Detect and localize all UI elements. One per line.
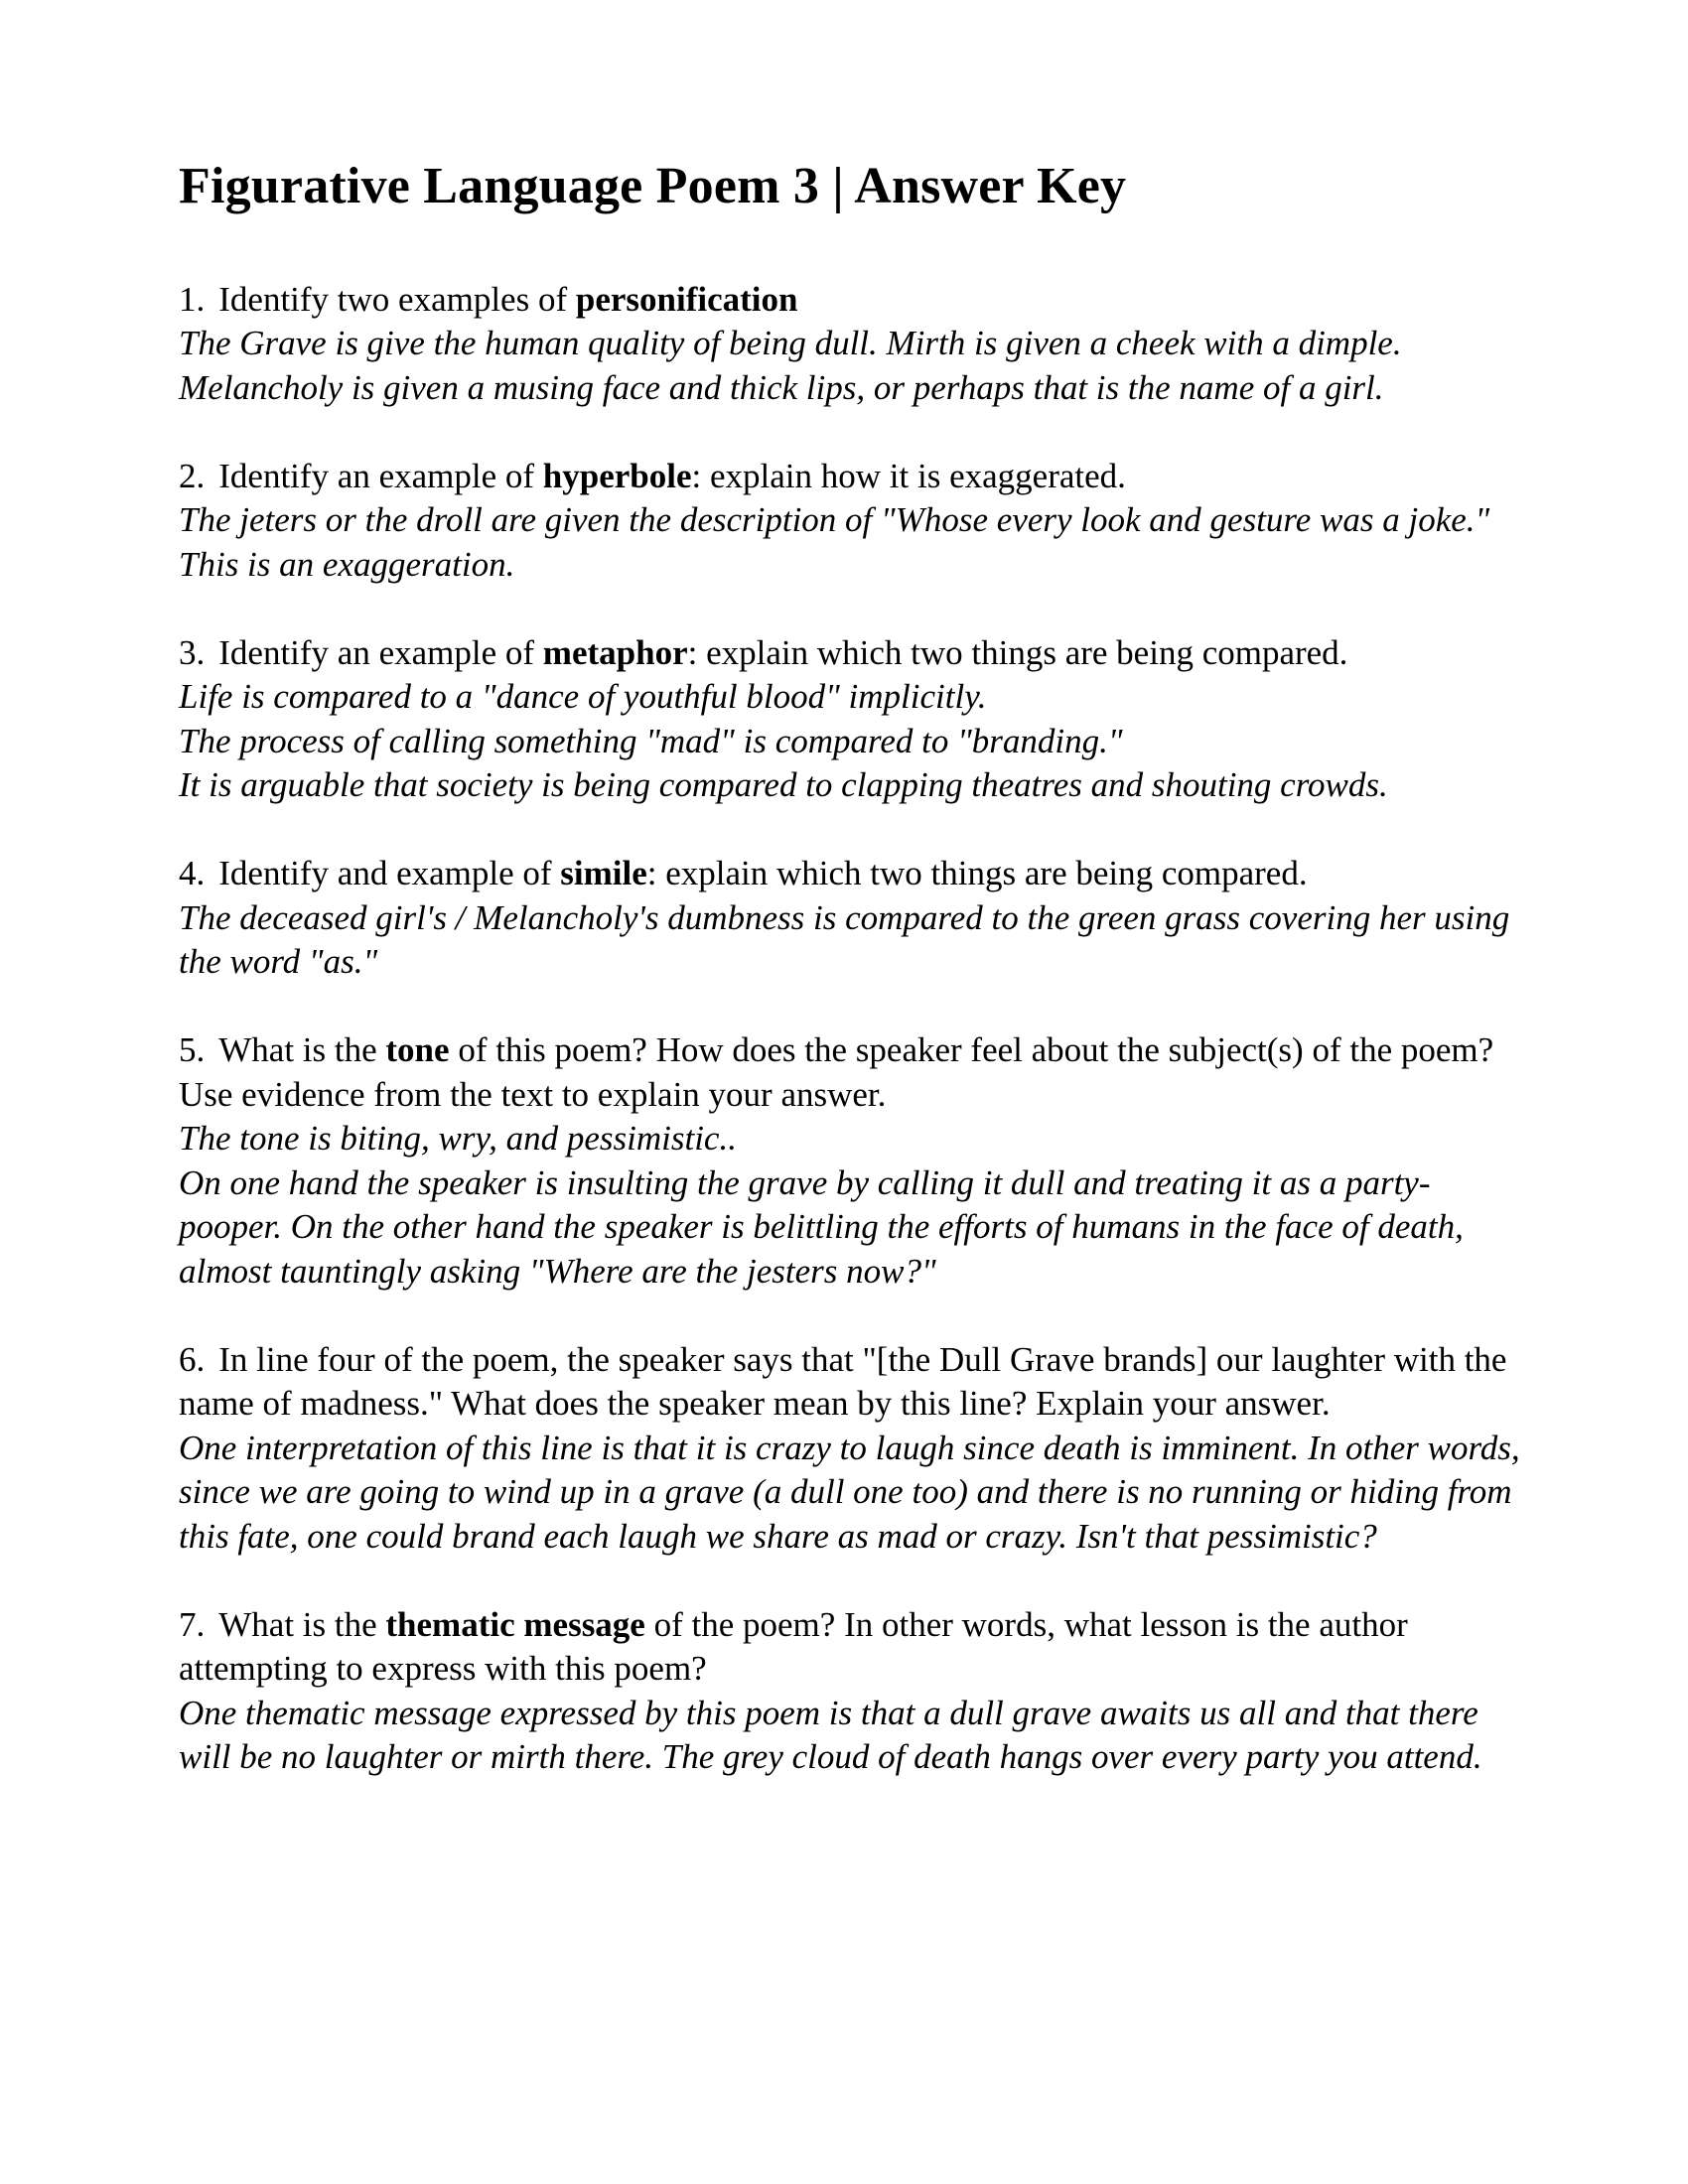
question-prompt bbox=[179, 1338, 1529, 1427]
page-title: Figurative Language Poem 3 | Answer Key bbox=[179, 158, 1127, 214]
question-1 bbox=[179, 278, 1529, 411]
question-number: 3. bbox=[179, 632, 206, 672]
prompt-text-after: of the poem? In other words, what lesson is the author attempting to express with this poem? bbox=[179, 1604, 1408, 1689]
question-number: 4. bbox=[179, 854, 206, 893]
question-prompt bbox=[179, 278, 1529, 323]
prompt-text-after: : explain which two things are being compared. bbox=[646, 854, 1308, 893]
question-prompt bbox=[179, 852, 1529, 896]
prompt-term: personification bbox=[575, 279, 798, 319]
prompt-text-after: of this poem? How does the speaker feel about the subject(s) of the poem? Use evidence from the text to explain your answer. bbox=[179, 1030, 1494, 1114]
answer-text: The process of calling something "mad" is compared to "branding." bbox=[179, 721, 1123, 760]
answer-text: The deceased girl's / Melancholy's dumbness is compared to the green grass covering her using the word "as." bbox=[179, 897, 1510, 982]
prompt-text-after: : explain which two things are being compared. bbox=[687, 632, 1348, 672]
prompt-text: What is the bbox=[218, 1604, 386, 1644]
prompt-text: Identify an example of bbox=[218, 632, 543, 672]
prompt-term: tone bbox=[385, 1030, 450, 1070]
answer-text: The Grave is give the human quality of being dull. Mirth is given a cheek with a dimple. Melancholy is given a musing face and thick lips, or perhaps that is the name of a girl. bbox=[179, 324, 1402, 407]
answer-text: One interpretation of this line is that it is crazy to laugh since death is imminent. In other words, since we are going to wind up in a grave (a dull one too) and there is no running or hiding from this fate, one could brand each laugh we share as mad or crazy. Isn't that pessimistic? bbox=[179, 1428, 1520, 1556]
prompt-term: simile bbox=[560, 854, 647, 893]
question-number: 2. bbox=[179, 456, 206, 495]
answer-text: One thematic message expressed by this poem is that a dull grave awaits us all and that there will be no laughter or mirth there. The grey cloud of death hangs over every party you attend. bbox=[179, 1693, 1482, 1777]
question-prompt bbox=[179, 1028, 1529, 1117]
prompt-text: In line four of the poem, the speaker says that "[the Dull Grave brands] our laughter with the name of madness." What does the speaker mean by this line? Explain your answer. bbox=[179, 1339, 1507, 1424]
question-2 bbox=[179, 455, 1529, 588]
prompt-text-after: : explain how it is exaggerated. bbox=[691, 456, 1126, 495]
question-prompt bbox=[179, 455, 1529, 499]
answer-key-page bbox=[179, 157, 1529, 1824]
question-6 bbox=[179, 1338, 1529, 1560]
prompt-text: Identify and example of bbox=[218, 854, 561, 893]
question-4 bbox=[179, 852, 1529, 985]
question-7 bbox=[179, 1603, 1529, 1780]
answer-text: It is arguable that society is being compared to clapping theatres and shouting crowds. bbox=[179, 765, 1388, 805]
question-prompt bbox=[179, 1603, 1529, 1692]
answer-text: The tone is biting, wry, and pessimistic.. bbox=[179, 1119, 737, 1159]
question-3 bbox=[179, 631, 1529, 808]
prompt-text: What is the bbox=[218, 1030, 386, 1070]
prompt-term: hyperbole bbox=[542, 456, 692, 495]
question-number: 5. bbox=[179, 1030, 206, 1070]
prompt-term: metaphor bbox=[542, 632, 688, 672]
prompt-text: Identify two examples of bbox=[218, 279, 576, 319]
answer-text: Life is compared to a "dance of youthful blood" implicitly. bbox=[179, 677, 987, 717]
question-number: 7. bbox=[179, 1604, 206, 1644]
question-number: 6. bbox=[179, 1339, 206, 1379]
answer-text: On one hand the speaker is insulting the grave by calling it dull and treating it as a party-pooper. On the other hand the speaker is belittling the efforts of humans in the face of death, almost tauntingly asking "Where are the jesters now?" bbox=[179, 1162, 1464, 1291]
question-prompt bbox=[179, 631, 1529, 676]
question-5 bbox=[179, 1028, 1529, 1294]
prompt-text: Identify an example of bbox=[218, 456, 543, 495]
prompt-term: thematic message bbox=[385, 1604, 645, 1644]
answer-text: The jeters or the droll are given the description of "Whose every look and gesture was a joke." This is an exaggeration. bbox=[179, 500, 1490, 584]
question-number: 1. bbox=[179, 279, 206, 319]
